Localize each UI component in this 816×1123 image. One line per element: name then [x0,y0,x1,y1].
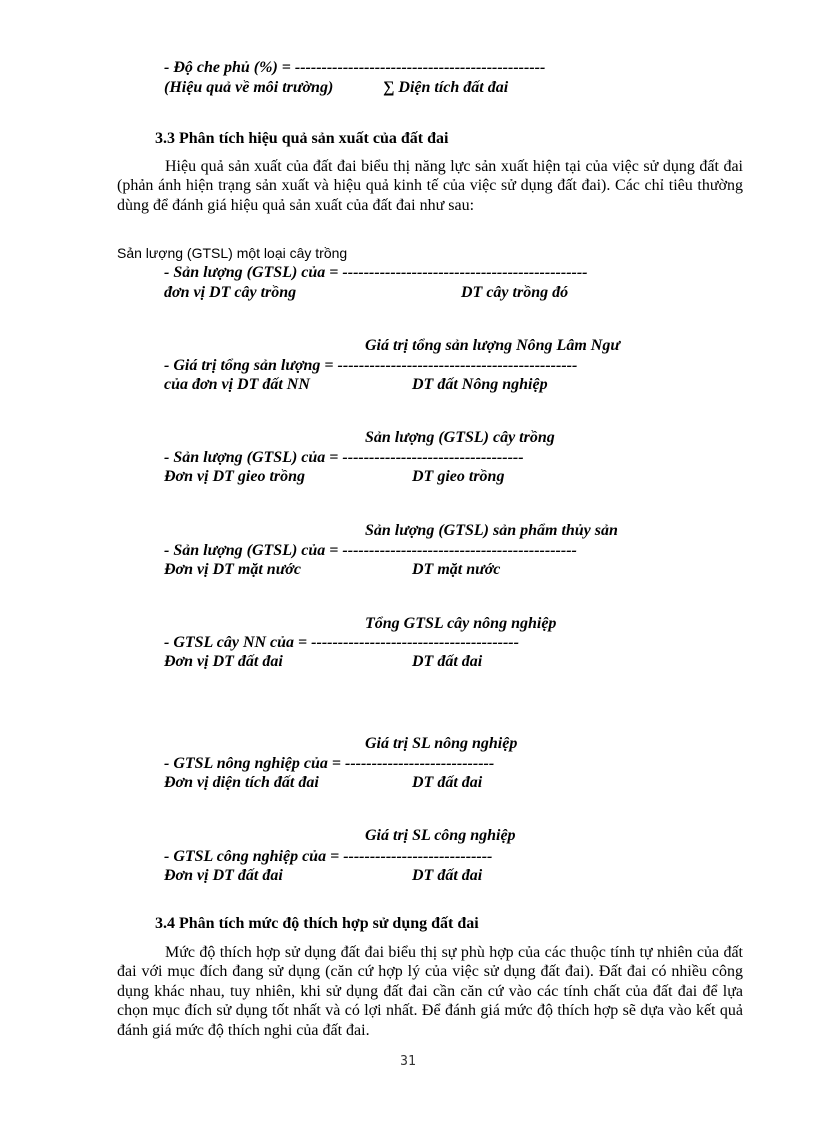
formula-label: của đơn vị DT đất NN [164,376,310,393]
paragraph-text: Mức độ thích hợp sử dụng đất đai biểu thị sự phù hợp của các thuộc tính tự nhiên của đất đai với mục đích đang sử dụng (căn cứ hợp lý của việc sử dụng đất đai). Đất đai có nhiều công dụng khác nhau, tuy nhiên, khi sử dụng đất đai cần căn cứ vào các tính chất của đất đai để lựa chọn mục đích sử dụng tốt nhất và có lợi nhất. Để đánh giá mức độ thích hợp sẽ dựa vào kết quả đánh giá mức độ thích nghi của đất đai. [117,944,743,1039]
formula-label: Đơn vị diện tích đất đai [164,774,319,791]
formula-denominator: DT gieo trồng [412,468,505,485]
page-number: 31 [400,1054,416,1069]
formula-denominator: DT đất đai [412,774,483,791]
section-heading: 3.4 Phân tích mức độ thích hợp sử dụng đất đai [155,915,479,932]
formula-numerator: Giá trị SL công nghiệp [365,827,516,844]
formula-numerator: Sản lượng (GTSL) một loại cây trồng [117,245,348,261]
formula-line: - GTSL công nghiệp của = ---------------------------- [164,848,493,865]
paragraph [117,157,743,215]
formula-denominator: DT đất Nông nghiệp [412,376,548,393]
formula-denominator: DT mặt nước [412,561,501,578]
formula-line: - GTSL nông nghiệp của = ---------------------------- [164,755,495,772]
paragraph-text: Hiệu quả sản xuất của đất đai biểu thị năng lực sản xuất hiện tại của việc sử dụng đất đai (phản ánh hiện trạng sản xuất và hiệu quả kinh tế của việc sử dụng đất đai). Các chỉ tiêu thường dùng để đánh giá hiệu quả sản xuất của đất đai như sau: [117,158,743,214]
formula-line: - Độ che phủ (%) = ----------------------------------------------- [164,59,546,76]
formula-label: Đơn vị DT đất đai [164,653,283,670]
formula-label: Đơn vị DT đất đai [164,867,283,884]
formula-numerator: Sản lượng (GTSL) sản phẩm thủy sản [365,522,618,539]
formula-label: Đơn vị DT gieo trồng [164,468,306,485]
formula-line: - Giá trị tổng sản lượng = --------------------------------------------- [164,357,578,374]
formula-denominator: DT cây trồng đó [461,284,569,301]
formula-numerator: Giá trị tổng sản lượng Nông Lâm Ngư [365,337,620,354]
formula-line: - Sản lượng (GTSL) của = ---------------------------------------------- [164,264,588,281]
formula-denominator: DT đất đai [412,653,483,670]
formula-line: - Sản lượng (GTSL) của = -------------------------------------------- [164,542,577,559]
formula-label: Đơn vị DT mặt nước [164,561,301,578]
formula-numerator: Giá trị SL nông nghiệp [365,735,518,752]
formula-label: đơn vị DT cây trồng [164,284,297,301]
formula-numerator: Sản lượng (GTSL) cây trồng [365,429,555,446]
formula-numerator: Tổng GTSL cây nông nghiệp [365,615,557,632]
formula-line: - Sản lượng (GTSL) của = ---------------------------------- [164,449,524,466]
section-heading: 3.3 Phân tích hiệu quả sản xuất của đất đai [155,130,449,147]
formula-denominator: ∑ Diện tích đất đai [383,79,509,96]
formula-label: (Hiệu quả về môi trường) [164,79,334,96]
formula-line: - GTSL cây NN của = --------------------------------------- [164,634,519,651]
paragraph [117,943,743,1040]
formula-denominator: DT đất đai [412,867,483,884]
